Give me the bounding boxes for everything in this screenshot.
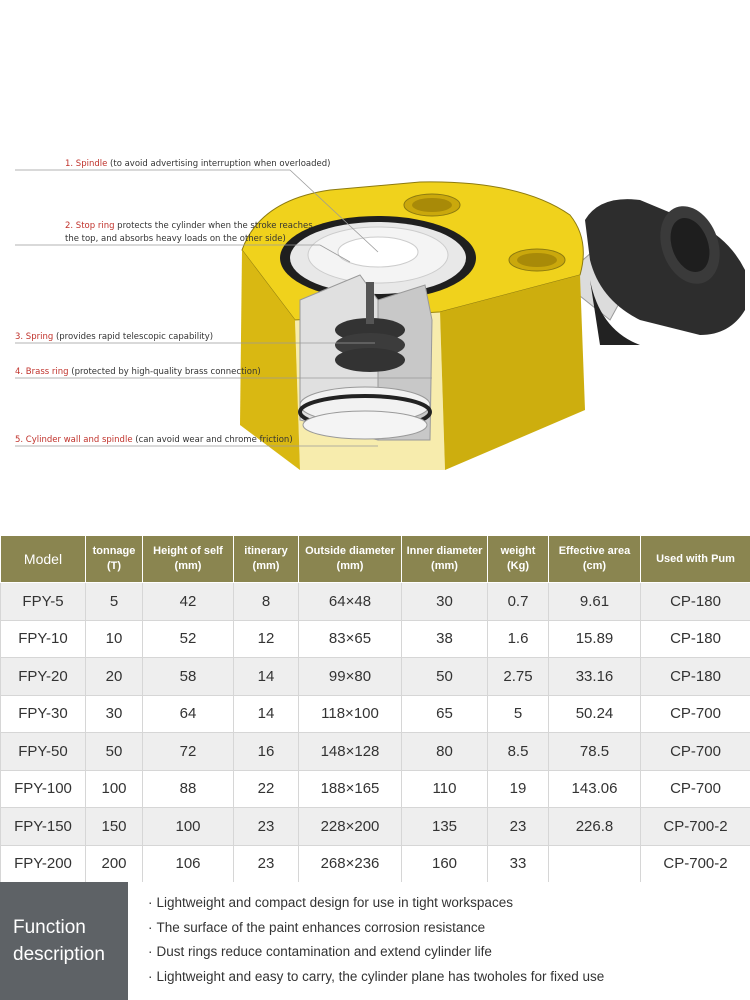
table-cell: 38 (402, 620, 488, 658)
table-row (1, 770, 750, 808)
table-cell: 88 (143, 770, 234, 808)
function-title-line1: Function (13, 917, 86, 938)
table-cell: 106 (143, 845, 234, 883)
table-cell: 72 (143, 733, 234, 771)
table-cell: 83×65 (299, 620, 402, 658)
table-cell: CP-700 (641, 733, 750, 771)
list-item: · The surface of the paint enhances corrosion resistance (148, 916, 750, 941)
table-cell: 20 (86, 658, 143, 696)
table-cell: FPY-5 (1, 583, 86, 621)
table-row (1, 733, 750, 771)
table-row (1, 658, 750, 696)
col-header: weight (Kg) (488, 536, 549, 583)
table-cell: 10 (86, 620, 143, 658)
callout-brass-ring: 4. Brass ring (protected by high-quality brass connection) (15, 367, 261, 377)
table-cell: 50 (402, 658, 488, 696)
callout-spindle: 1. Spindle (to avoid advertising interruption when overloaded) (65, 159, 331, 169)
table-cell: 42 (143, 583, 234, 621)
table-cell: 52 (143, 620, 234, 658)
table-cell (549, 845, 641, 883)
table-cell: 226.8 (549, 808, 641, 846)
col-header: Effective area (cm) (549, 536, 641, 583)
col-header: Used with Pum (641, 536, 750, 583)
table-cell: FPY-200 (1, 845, 86, 883)
table-cell: 1.6 (488, 620, 549, 658)
table-cell: CP-700 (641, 770, 750, 808)
table-cell: FPY-150 (1, 808, 86, 846)
table-cell: FPY-10 (1, 620, 86, 658)
table-cell: 150 (86, 808, 143, 846)
table-cell: CP-180 (641, 583, 750, 621)
table-row (1, 808, 750, 846)
table-row (1, 620, 750, 658)
table-cell: 22 (234, 770, 299, 808)
col-header: itinerary (mm) (234, 536, 299, 583)
table-cell: 5 (86, 583, 143, 621)
list-item: · Dust rings reduce contamination and extend cylinder life (148, 940, 750, 965)
table-row (1, 845, 750, 883)
table-cell: 78.5 (549, 733, 641, 771)
table-cell: 64 (143, 695, 234, 733)
table-cell: 12 (234, 620, 299, 658)
table-cell: FPY-20 (1, 658, 86, 696)
table-cell: 33 (488, 845, 549, 883)
list-item: · Lightweight and compact design for use in tight workspaces (148, 891, 750, 916)
table-cell: 135 (402, 808, 488, 846)
function-list (128, 882, 750, 1000)
table-cell: 143.06 (549, 770, 641, 808)
callout-spring: 3. Spring (provides rapid telescopic capability) (15, 332, 214, 342)
table-cell: CP-180 (641, 620, 750, 658)
table-cell: 160 (402, 845, 488, 883)
table-cell: CP-180 (641, 658, 750, 696)
table-cell: 9.61 (549, 583, 641, 621)
table-cell: 19 (488, 770, 549, 808)
table-cell: 5 (488, 695, 549, 733)
table-cell: 65 (402, 695, 488, 733)
function-title-line2: description (13, 944, 105, 965)
spec-table (0, 535, 750, 883)
table-cell: 118×100 (299, 695, 402, 733)
table-cell: 0.7 (488, 583, 549, 621)
table-row (1, 583, 750, 621)
table-cell: 58 (143, 658, 234, 696)
table-header-row (1, 536, 750, 583)
table-cell: 2.75 (488, 658, 549, 696)
list-item: · Lightweight and easy to carry, the cylinder plane has twoholes for fixed use (148, 965, 750, 990)
col-header: Height of self (mm) (143, 536, 234, 583)
callout-cylinder-wall: 5. Cylinder wall and spindle (can avoid wear and chrome friction) (15, 435, 293, 445)
table-cell: 23 (234, 845, 299, 883)
col-header: Model (1, 536, 86, 583)
table-cell: 200 (86, 845, 143, 883)
table-cell: CP-700-2 (641, 808, 750, 846)
table-cell: 33.16 (549, 658, 641, 696)
table-cell: 228×200 (299, 808, 402, 846)
table-cell: 148×128 (299, 733, 402, 771)
table-cell: 100 (143, 808, 234, 846)
table-cell: 30 (86, 695, 143, 733)
col-header: Outside diameter (mm) (299, 536, 402, 583)
table-cell: 23 (234, 808, 299, 846)
table-cell: 16 (234, 733, 299, 771)
table-row (1, 695, 750, 733)
table-cell: FPY-100 (1, 770, 86, 808)
col-header: Inner diameter (mm) (402, 536, 488, 583)
col-header: tonnage (T) (86, 536, 143, 583)
table-cell: 14 (234, 695, 299, 733)
table-cell: 30 (402, 583, 488, 621)
table-cell: 14 (234, 658, 299, 696)
hose-fitting (560, 198, 745, 345)
table-cell: 8 (234, 583, 299, 621)
table-cell: 268×236 (299, 845, 402, 883)
table-cell: 188×165 (299, 770, 402, 808)
table-cell: 100 (86, 770, 143, 808)
function-description-section (0, 882, 750, 1000)
table-cell: 80 (402, 733, 488, 771)
table-cell: CP-700-2 (641, 845, 750, 883)
table-cell: 64×48 (299, 583, 402, 621)
table-cell: 8.5 (488, 733, 549, 771)
table-cell: 15.89 (549, 620, 641, 658)
table-cell: 50.24 (549, 695, 641, 733)
table-cell: FPY-50 (1, 733, 86, 771)
table-cell: FPY-30 (1, 695, 86, 733)
table-cell: 99×80 (299, 658, 402, 696)
callout-stop-ring-cont: the top, and absorbs heavy loads on the other side) (65, 234, 286, 244)
callout-stop-ring: 2. Stop ring protects the cylinder when the stroke reaches (65, 221, 313, 231)
table-cell: 110 (402, 770, 488, 808)
table-cell: 50 (86, 733, 143, 771)
table-cell: 23 (488, 808, 549, 846)
function-title (0, 882, 128, 1000)
table-cell: CP-700 (641, 695, 750, 733)
